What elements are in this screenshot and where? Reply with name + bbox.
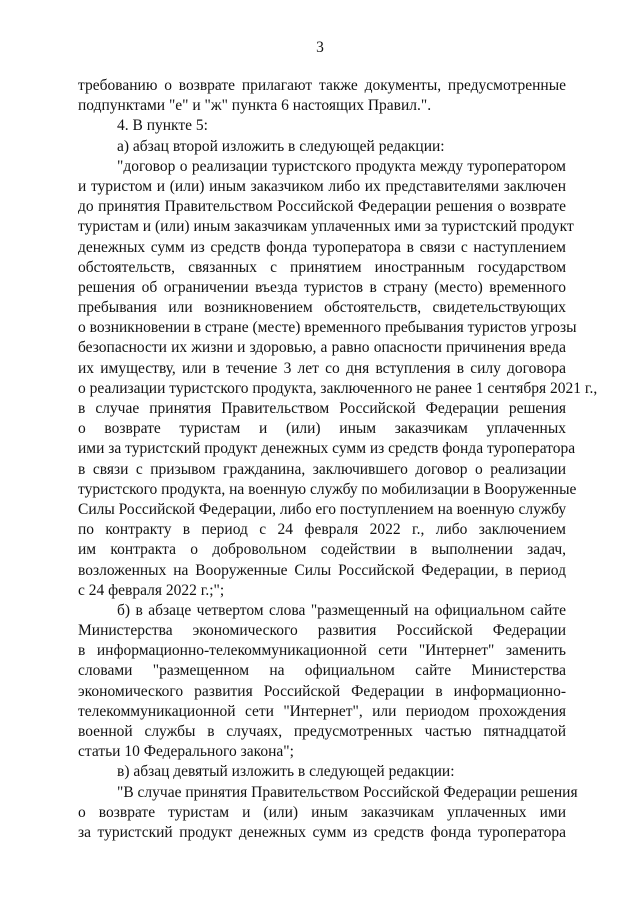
- text-line: статьи 10 Федерального закона";: [78, 743, 294, 761]
- text-line: по контракту в период с 24 февраля 2022 г., либо заключением: [78, 521, 566, 539]
- text-line: и туристом и (или) иным заказчиком либо их представителями заключен: [78, 177, 566, 195]
- text-line: безопасности их жизни и здоровью, а равно опасности причинения вреда: [78, 339, 566, 357]
- text-line: их имуществу, или в течение 3 лет со дня вступления в силу договора: [78, 359, 566, 377]
- text-line: обстоятельств, связанных с принятием иностранным государством: [78, 258, 566, 276]
- text-line: с 24 февраля 2022 г.;";: [78, 581, 225, 599]
- text-line: в информационно-телекоммуникационной сети "Интернет" заменить: [78, 642, 566, 660]
- page-number: 3: [316, 39, 324, 56]
- text-line: до принятия Правительством Российской Федерации решения о возврате: [78, 198, 566, 216]
- document-body: [78, 76, 598, 843]
- text-line: возложенных на Вооруженные Силы Российской Федерации, в период: [78, 561, 566, 579]
- text-line: за туристский продукт денежных сумм из средств фонда туроператора: [78, 823, 566, 841]
- text-line: Министерства экономического развития Российской Федерации: [78, 622, 566, 640]
- text-line: а) абзац второй изложить в следующей редакции:: [117, 137, 445, 155]
- text-line: ими за туристский продукт денежных сумм из средств фонда туроператора: [78, 440, 576, 458]
- text-line: 4. В пункте 5:: [117, 117, 208, 135]
- text-line: требованию о возврате прилагают также документы, предусмотренные: [78, 77, 566, 94]
- text-line: им контракта о добровольном содействии в выполнении задач,: [78, 541, 566, 559]
- text-line: "договор о реализации туристского продукта между туроператором: [117, 157, 566, 175]
- text-line: о возврате туристам и (или) иным заказчикам уплаченных: [78, 420, 566, 438]
- text-line: пребывания или возникновением обстоятельств, свидетельствующих: [78, 299, 566, 317]
- text-line: о возникновении в стране (месте) временного пребывания туристов угрозы: [78, 319, 577, 337]
- text-line: туристского продукта, на военную службу по мобилизации в Вооруженные: [78, 480, 577, 498]
- text-line: о возврате туристам и (или) иным заказчикам уплаченных ими: [78, 803, 566, 821]
- text-line: подпунктами "е" и "ж" пункта 6 настоящих Правил.".: [78, 97, 432, 115]
- text-line: словами "размещенном на официальном сайте Министерства: [78, 662, 566, 680]
- text-line: телекоммуникационной сети "Интернет", или периодом прохождения: [78, 702, 566, 720]
- text-line: б) в абзаце четвертом слова "размещенный на официальном сайте: [117, 601, 566, 619]
- text-line: денежных сумм из средств фонда туроператора в связи с наступлением: [78, 238, 566, 256]
- text-line: "В случае принятия Правительством Российской Федерации решения: [117, 783, 578, 801]
- text-line: решения об ограничении въезда туристов в страну (место) временного: [78, 278, 566, 296]
- text-line: в) абзац девятый изложить в следующей редакции:: [117, 763, 455, 781]
- text-line: Силы Российской Федерации, либо его поступлением на военную службу: [78, 500, 567, 518]
- text-line: экономического развития Российской Федерации в информационно-: [78, 682, 566, 700]
- text-line: о реализации туристского продукта, заключенного не ранее 1 сентября 2021 г.,: [78, 379, 598, 397]
- text-line: в связи с призывом гражданина, заключившего договор о реализации: [78, 460, 566, 478]
- text-line: военной службы в случаях, предусмотренных частью пятнадцатой: [78, 723, 566, 740]
- text-line: туристам и (или) иным заказчикам уплаченных ими за туристский продукт: [78, 218, 574, 236]
- text-line: в случае принятия Правительством Российской Федерации решения: [78, 400, 566, 417]
